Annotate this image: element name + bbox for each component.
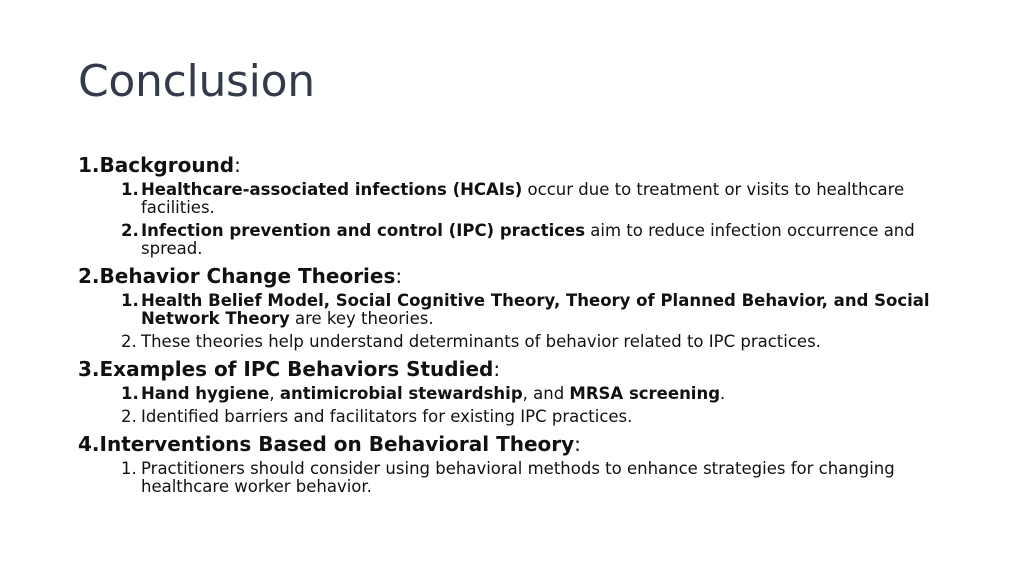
list-item [121,222,958,258]
section-number: 2. [78,264,100,288]
section-number: 4. [78,432,100,456]
section-heading: 3.Examples of IPC Behaviors Studied: [78,357,501,381]
sub-list [78,385,958,426]
list-item-text: , [269,384,280,403]
list-item-bold-text: Healthcare-associated infections (HCAIs) [141,180,523,199]
section-number: 3. [78,357,100,381]
sub-list [78,292,958,351]
list-item-text: occur due to treatment or visits to healthcare facilities. [141,180,905,217]
list-item [121,292,958,328]
list-item-number: 1. [121,291,139,310]
list-item-bold-text: MRSA screening [569,384,721,403]
list-item-text: These theories help understand determinants of behavior related to IPC practices. [141,332,821,351]
sub-list [78,181,958,258]
section-heading-text: Interventions Based on Behavioral Theory [99,432,575,456]
list-item-bold-text: Infection prevention and control (IPC) practices [141,221,586,240]
list-item [121,408,958,426]
list-item-text: Identified barriers and facilitators for existing IPC practices. [141,407,633,426]
section-heading-text: Examples of IPC Behaviors Studied [99,357,494,381]
list-item [121,181,958,217]
list-item-bold-text: Hand hygiene [141,384,270,403]
list-item-number: 1. [121,459,137,478]
list-item-text: . [720,384,726,403]
section [78,356,958,426]
list-item [121,333,958,351]
list-item-text: , and [522,384,570,403]
section-heading-text: Background [99,153,235,177]
section-heading: 4.Interventions Based on Behavioral Theory: [78,432,581,456]
sub-list [78,460,958,496]
section-number: 1. [78,153,100,177]
list-item-number: 2. [121,332,137,351]
list-item-text: aim to reduce infection occurrence and spread. [141,221,915,258]
slide-content [78,152,958,501]
list-item-bold-text: antimicrobial stewardship [279,384,523,403]
section [78,431,958,496]
list-item [121,385,958,403]
section-heading: 2.Behavior Change Theories: [78,264,403,288]
slide-title: Conclusion [78,56,315,107]
section-heading-text: Behavior Change Theories [99,264,396,288]
section-heading: 1.Background: [78,153,241,177]
list-item-text: are key theories. [289,309,434,328]
list-item [121,460,958,496]
list-item-number: 2. [121,221,139,240]
list-item-number: 2. [121,407,137,426]
list-item-bold-text: Health Belief Model, Social Cognitive Theory, Theory of Planned Behavior, and Social Network Theory [141,291,930,328]
list-item-number: 1. [121,180,139,199]
section [78,152,958,258]
list-item-number: 1. [121,384,139,403]
section [78,263,958,351]
list-item-text: Practitioners should consider using behavioral methods to enhance strategies for changing healthcare worker behavior. [141,459,895,496]
